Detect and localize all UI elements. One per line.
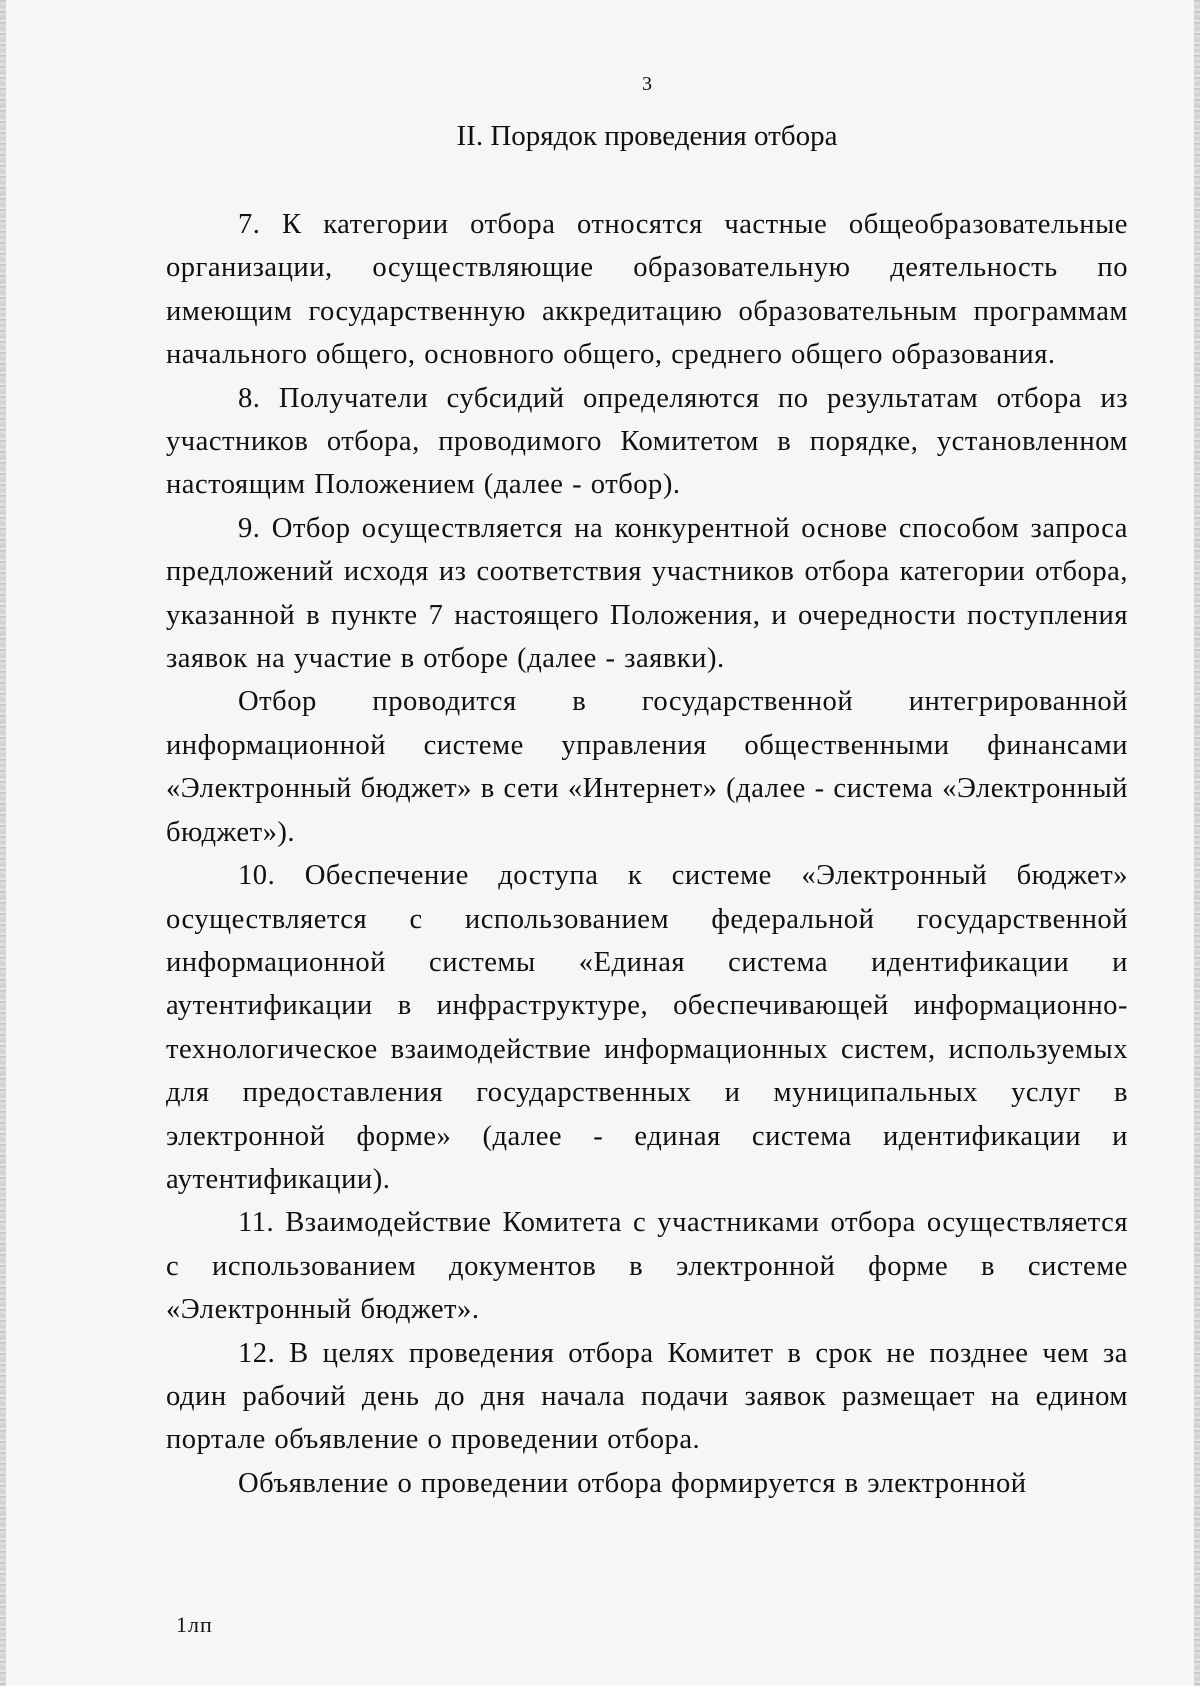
scan-left-edge (0, 0, 6, 1686)
paragraph-12: 12. В целях проведения отбора Комитет в срок не позднее чем за один рабочий день до дня начала подачи заявок размещает на едином портале объявление о проведении отбора. (166, 1337, 1128, 1456)
paragraph-12-continued: Объявление о проведении отбора формируется в электронной (238, 1467, 1027, 1499)
paragraph-10: 10. Обеспечение доступа к системе «Электронный бюджет» осуществляется с использованием федеральной государственной информационной системы «Единая система идентификации и аутентификации в инфраструктуре, обеспечивающей информационно-технологическое взаимодействие информационных систем, используемых для предоставления государственных и муниципальных услуг в электронной форме» (далее - единая система идентификации и аутентификации). (166, 860, 1128, 1195)
page-number: 3 (642, 73, 652, 95)
paragraph-9: 9. Отбор осуществляется на конкурентной основе способом запроса предложений исходя из соответствия участников отбора категории отбора, указанной в пункте 7 настоящего Положения, и очередности поступления заявок на участие в отборе (далее - заявки). (166, 512, 1128, 675)
document-body (166, 203, 1128, 1505)
document-page (166, 0, 1128, 1686)
scan-right-edge (1194, 0, 1200, 1686)
paragraph-7: 7. К категории отбора относятся частные общеобразовательные организации, осуществляющие образовательную деятельность по имеющим государственную аккредитацию образовательным программам начального общего, основного общего, среднего общего образования. (166, 209, 1128, 371)
footer-mark: 1лп (176, 1612, 213, 1637)
paragraph-8: 8. Получатели субсидий определяются по результатам отбора из участников отбора, проводимого Комитетом в порядке, установленном настоящим Положением (далее - отбор). (166, 382, 1128, 501)
section-title: II. Порядок проведения отбора (456, 120, 838, 152)
paragraph-11: 11. Взаимодействие Комитета с участниками отбора осуществляется с использованием документов в электронной форме в системе «Электронный бюджет». (166, 1207, 1128, 1326)
paragraph-9-continued: Отбор проводится в государственной интегрированной информационной системе управления общественными финансами «Электронный бюджет» в сети «Интернет» (далее - система «Электронный бюджет»). (166, 686, 1128, 848)
